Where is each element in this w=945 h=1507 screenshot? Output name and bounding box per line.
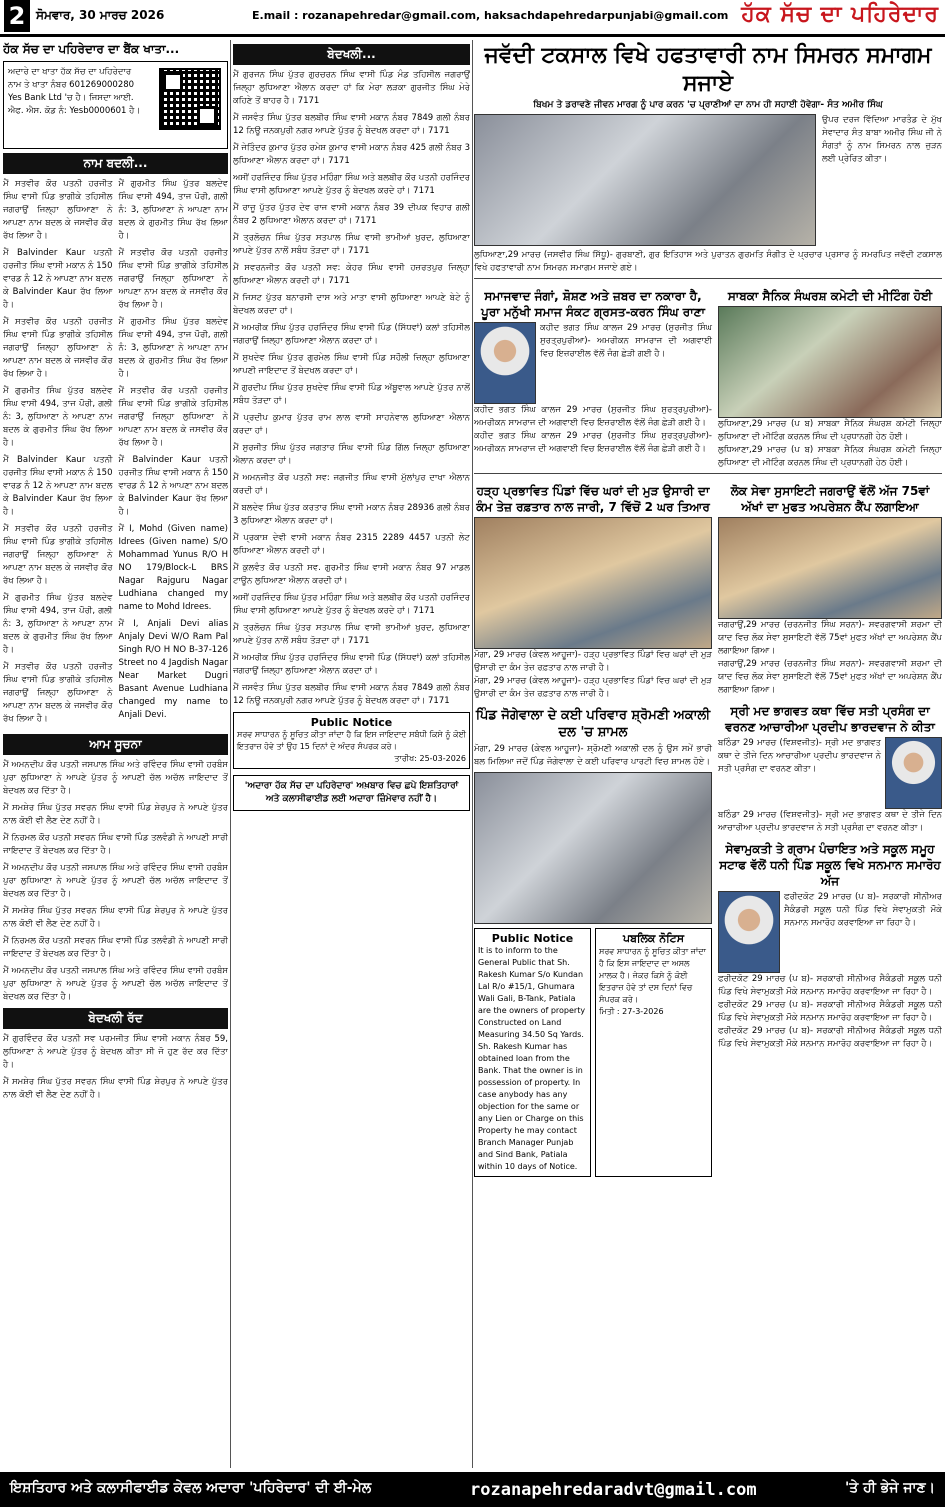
headline-retirement: ਸੇਵਾਮੁਕਤੀ ਤੇ ਗ੍ਰਾਮ ਪੰਚਾਇਤ ਅਤੇ ਸਕੂਲ ਸਮੂਹ ਸਟਾਫ ਵੱਲੋਂ ਧਨੀ ਪਿੰਡ ਸਕੂਲ ਵਿਖੇ ਸਨਮਾਨ ਸਮਾਰੋਹ ਅੱਜ xyxy=(719,842,941,888)
headline-bhagwat-katha: ਸ੍ਰੀ ਮਦ ਭਾਗਵਤ ਕਥਾ ਵਿੱਚ ਸਤੀ ਪ੍ਰਸੰਗ ਦਾ ਵਰਨਣ ਆਚਾਰੀਆ ਪ੍ਰਦੀਪ ਭਾਰਦਵਾਜ ਨੇ ਕੀਤਾ xyxy=(725,704,935,734)
page-date: ਸੋਮਵਾਰ, 30 ਮਾਰਚ 2026 xyxy=(36,8,165,22)
public-notice-text: It is to inform to the General Public that Sh. Rakesh Kumar S/o Kundan Lal R/o #15/1, Ghumara Wali Gali, B-Tank, Patiala are the owners of property Constructed on Land Measuring 34.50 Sq Yards. Sh. Rakesh Kumar has obtained loan from the Bank. That the owner is in possession of property. In case anybody has any objection for the same or any Lien or Charge on this Property he may contact Branch Manager Punjab and Sind Bank, Patiala within 10 days of Notice. xyxy=(478,946,586,1171)
story-text: ਬਠਿੰਡਾ 29 ਮਾਰਚ (ਵਿਸ਼ਵਜੀਤ)- ਸ੍ਰੀ ਮਦ ਭਾਗਵਤ ਕਥਾ ਦੇ ਤੀਜੇ ਦਿਨ ਆਚਾਰੀਆ ਪ੍ਰਦੀਪ ਭਾਰਦਵਾਜ ਨੇ ਸਤੀ ਪ੍ਰਸੰਗ ਦਾ ਵਰਨਣ ਕੀਤਾ। xyxy=(718,810,942,833)
news-row xyxy=(474,477,942,1177)
story-divider xyxy=(474,473,942,474)
news-photo-meeting xyxy=(718,306,942,418)
classified-item: ਮੈਂ ਜਸਵੰਤ ਸਿੰਘ ਪੁੱਤਰ ਬਲਬੀਰ ਸਿੰਘ ਵਾਸੀ ਮਕਾਨ ਨੰਬਰ 7849 ਗਲੀ ਨੰਬਰ 12 ਨਿਊ ਜਨਕਪੁਰੀ ਨਗਰ ਆਪਣੇ ਪੁੱਤਰ ਨੂੰ ਬੇਦਖਲ ਕਰਦਾ ਹਾਂ। 7171 xyxy=(233,683,470,706)
public-notice-title: Public Notice xyxy=(310,716,393,729)
news-photo-acharya xyxy=(885,737,942,809)
classified-item: ਮੈਂ ਗੁਰਮੀਤ ਸਿੰਘ ਪੁੱਤਰ ਬਲਦੇਵ ਸਿੰਘ ਵਾਸੀ 494, ਤਾਜ ਪੌਰੀ, ਗਲੀ ਨੰ: 3, ਲੁਧਿਆਣਾ ਨੇ ਆਪਣਾ ਨਾਮ ਬਦਲ ਕੇ ਗੁਰਮੀਤ ਸਿੰਘ ਰੱਖ ਲਿਆ ਹੈ। xyxy=(118,317,228,379)
news-photo-gathering xyxy=(474,114,816,246)
classified-item: ਮੈਂ ਸਮਸ਼ੇਰ ਸਿੰਘ ਪੁੱਤਰ ਸਵਰਨ ਸਿੰਘ ਵਾਸੀ ਪਿੰਡ ਸ਼ੇਰਪੁਰ ਨੇ ਆਪਣੇ ਪੁੱਤਰ ਨਾਲ ਕੋਈ ਵੀ ਲੈਣ ਦੇਣ ਨਹੀਂ ਹੈ। xyxy=(3,803,228,826)
headline-eye-camp: ਲੋਕ ਸੇਵਾ ਸੁਸਾਇਟੀ ਜਗਰਾਉਂ ਵੱਲੋਂ ਅੱਜ 75ਵਾਂ ਅੱਖਾਂ ਦਾ ਮੁਫਤ ਅਪਰੇਸ਼ਨ ਕੈਂਪ ਲਗਾਇਆ xyxy=(730,484,930,514)
classified-item: ਮੈਂ ਗੁਰਦੀਪ ਸਿੰਘ ਪੁੱਤਰ ਸੁਖਦੇਵ ਸਿੰਘ ਵਾਸੀ ਪਿੰਡ ਅੱਬੂਵਾਲ ਆਪਣੇ ਪੁੱਤਰ ਨਾਲੋਂ ਸਬੰਧ ਤੋੜਦਾ ਹਾਂ। xyxy=(233,383,470,406)
classified-item: ਮੈਂ ਸਤਵੀਰ ਕੌਰ ਪਤਨੀ ਹਰਜੀਤ ਸਿੰਘ ਵਾਸੀ ਪਿੰਡ ਭਾਗੀਕੇ ਤਹਿਸੀਲ ਜਗਰਾਉਂ ਜਿਲ੍ਹਾ ਲੁਧਿਆਣਾ ਨੇ ਆਪਣਾ ਨਾਮ ਬਦਲ ਕੇ ਜਸਵੀਰ ਕੌਰ ਰੱਖ ਲਿਆ ਹੈ। xyxy=(3,317,113,379)
page-number: 2 xyxy=(4,0,30,32)
classified-item: ਮੈਂ ਅਮਨਜੀਤ ਕੌਰ ਪਤਨੀ ਸਵ: ਜਗਜੀਤ ਸਿੰਘ ਵਾਸੀ ਮੁੱਲਾਂਪੁਰ ਦਾਖਾ ਐਲਾਨ ਕਰਦੀ ਹਾਂ। xyxy=(233,473,470,496)
story-jawaddi-taksal xyxy=(474,114,942,246)
story-text: ਮੋਗਾ, 29 ਮਾਰਚ (ਕੇਵਲ ਆਹੂਜਾ)- ਸ਼੍ਰੋਮਣੀ ਅਕਾਲੀ ਦਲ ਨੂੰ ਉਸ ਸਮੇਂ ਭਾਰੀ ਬਲ ਮਿਲਿਆ ਜਦੋਂ ਪਿੰਡ ਜੋਗੇਵਾਲਾ ਦੇ ਕਈ ਪਰਿਵਾਰ ਪਾਰਟੀ ਵਿਚ ਸ਼ਾਮਲ ਹੋਏ। xyxy=(474,744,712,767)
classified-item: ਮੈਂ ਪ੍ਰਦੀਪ ਕੁਮਾਰ ਪੁੱਤਰ ਰਾਮ ਲਾਲ ਵਾਸੀ ਸਾਹਨੇਵਾਲ ਲੁਧਿਆਣਾ ਐਲਾਨ ਕਰਦਾ ਹਾਂ। xyxy=(233,413,470,436)
news-photo-teacher xyxy=(718,891,780,973)
classified-item: ਮੈਂ ਅਮਰੀਕ ਸਿੰਘ ਪੁੱਤਰ ਹਰਜਿੰਦਰ ਸਿੰਘ ਵਾਸੀ ਪਿੰਡ (ਸਿੱਧਵਾਂ) ਕਲਾਂ ਤਹਿਸੀਲ ਜਗਰਾਉਂ ਜਿਲ੍ਹਾ ਲੁਧਿਆਣਾ ਐਲਾਨ ਕਰਦਾ ਹਾਂ। xyxy=(233,653,470,676)
section-heading-public-info: ਆਮ ਸੂਚਨਾ xyxy=(3,734,228,755)
classified-item: ਮੈਂ ਸਤਵੀਰ ਕੌਰ ਪਤਨੀ ਹਰਜੀਤ ਸਿੰਘ ਵਾਸੀ ਪਿੰਡ ਭਾਗੀਕੇ ਤਹਿਸੀਲ ਜਗਰਾਉਂ ਜਿਲ੍ਹਾ ਲੁਧਿਆਣਾ ਨੇ ਆਪਣਾ ਨਾਮ ਬਦਲ ਕੇ ਜਸਵੀਰ ਕੌਰ ਰੱਖ ਲਿਆ ਹੈ। xyxy=(3,524,113,586)
footer-text: ਇਸ਼ਤਿਹਾਰ ਅਤੇ ਕਲਾਸੀਫਾਈਡ ਕੇਵਲ ਅਦਾਰਾ 'ਪਹਿਰੇਦਾਰ' ਦੀ ਈ-ਮੇਲ xyxy=(10,1480,372,1496)
newspaper-logo: ਹੱਕ ਸੱਚ ਦਾ ਪਹਿਰੇਦਾਰ xyxy=(741,2,939,27)
classified-item: ਮੈਂ ਤ੍ਰਲੋਚਨ ਸਿੰਘ ਪੁੱਤਰ ਸਤਪਾਲ ਸਿੰਘ ਵਾਸੀ ਭਾਮੀਆਂ ਖੁਰਦ, ਲੁਧਿਆਣਾ ਆਪਣੇ ਪੁੱਤਰ ਨਾਲੋਂ ਸਬੰਧ ਤੋੜਦਾ ਹਾਂ। 7171 xyxy=(233,623,470,646)
footer-email: rozanapehredaradvt@gmail.com xyxy=(470,1480,757,1500)
news-photo-eye-camp xyxy=(718,517,942,619)
story-text: ਜਗਰਾਉਂ,29 ਮਾਰਚ (ਚਰਨਜੀਤ ਸਿੰਘ ਸਰਨਾ)- ਸਵਰਗਵਾਸੀ ਸ਼ਰਮਾ ਦੀ ਯਾਦ ਵਿਚ ਲੋਕ ਸੇਵਾ ਸੁਸਾਇਟੀ ਵੱਲੋਂ 75ਵਾਂ ਮੁਫਤ ਅੱਖਾਂ ਦਾ ਅਪਰੇਸ਼ਨ ਕੈਂਪ ਲਗਾਇਆ ਗਿਆ। xyxy=(718,659,942,695)
story-text: ਲੁਧਿਆਣਾ,29 ਮਾਰਚ (ਪ ਬ) ਸਾਬਕਾ ਸੈਨਿਕ ਸੰਘਰਸ਼ ਕਮੇਟੀ ਜਿਲ੍ਹਾ ਲੁਧਿਆਣਾ ਦੀ ਮੀਟਿੰਗ ਕਰਨਲ ਸਿੰਘ ਦੀ ਪ੍ਰਧਾਨਗੀ ਹੇਠ ਹੋਈ। xyxy=(718,419,942,442)
headline-jogewala: ਪਿੰਡ ਜੋਗੇਵਾਲਾ ਦੇ ਕਈ ਪਰਿਵਾਰ ਸ਼੍ਰੋਮਣੀ ਅਕਾਲੀ ਦਲ 'ਚ ਸ਼ਾਮਲ xyxy=(475,708,711,740)
story-text: ਕਹੀਦ ਭਗਤ ਸਿੰਘ ਕਾਲਜ 29 ਮਾਰਚ (ਸੁਰਜੀਤ ਸਿੰਘ ਸੁਰਤ੍ਰਪੁਰੀਆ)- ਅਮਰੀਕਨ ਸਾਮਰਾਜ ਦੀ ਅਗਵਾਈ ਵਿਚ ਇਜ਼ਰਾਈਲ ਵੱਲੋਂ ਜੰਗ ਛੇੜੀ ਗਈ ਹੈ। xyxy=(540,323,712,359)
story-eye-camp xyxy=(718,477,942,1177)
bank-line: ਅਦਾਰੇ ਦਾ ਖਾਤਾ ਹੱਕ ਸੱਚ ਦਾ ਪਹਿਰੇਦਾਰ xyxy=(8,67,132,77)
classified-item: ਮੈਂ I, Mohd (Given name) Idrees (Given name) S/O Mohammad Yunus R/O H NO 179/Block-L BRS Nagar Rajguru Nagar Ludhiana changed my name to Mohd Idrees. xyxy=(118,524,228,612)
bank-title: ਹੱਕ ਸੱਚ ਦਾ ਪਹਿਰੇਦਾਰ ਦਾ ਬੈਂਕ ਖਾਤਾ... xyxy=(3,42,180,56)
news-photo-group xyxy=(474,517,712,649)
classified-item: ਮੈਂ ਜਿਸਟ ਪੁੱਤਰ ਬਨਾਰਸੀ ਦਾਸ ਅਤੇ ਮਾਤਾ ਵਾਸੀ ਲੁਧਿਆਣਾ ਆਪਣੇ ਬੇਟੇ ਨੂੰ ਬੇਦਖਲ ਕਰਦਾ ਹਾਂ। xyxy=(233,293,470,316)
story-text: ਮੋਗਾ, 29 ਮਾਰਚ (ਕੇਵਲ ਆਹੂਜਾ)- ਹੜ੍ਹ ਪ੍ਰਭਾਵਿਤ ਪਿੰਡਾਂ ਵਿਚ ਘਰਾਂ ਦੀ ਮੁੜ ਉਸਾਰੀ ਦਾ ਕੰਮ ਤੇਜ਼ ਰਫ਼ਤਾਰ ਨਾਲ ਜਾਰੀ ਹੈ। xyxy=(474,650,712,673)
classified-item: ਮੈਂ ਗੁਰਮੀਤ ਸਿੰਘ ਪੁੱਤਰ ਬਲਦੇਵ ਸਿੰਘ ਵਾਸੀ 494, ਤਾਜ ਪੌਰੀ, ਗਲੀ ਨੰ: 3, ਲੁਧਿਆਣਾ ਨੇ ਆਪਣਾ ਨਾਮ ਬਦਲ ਕੇ ਗੁਰਮੀਤ ਸਿੰਘ ਰੱਖ ਲਿਆ ਹੈ। xyxy=(3,593,113,655)
story-text: ਫਰੀਦਕੋਟ 29 ਮਾਰਚ (ਪ ਬ)- ਸਰਕਾਰੀ ਸੀਨੀਅਰ ਸੈਕੰਡਰੀ ਸਕੂਲ ਧਨੀ ਪਿੰਡ ਵਿਖੇ ਸੇਵਾਮੁਕਤੀ ਮੌਕੇ ਸਨਮਾਨ ਸਮਾਰੋਹ ਕਰਵਾਇਆ ਜਾ ਰਿਹਾ ਹੈ। xyxy=(718,1000,942,1023)
header-email: E.mail : rozanapehredar@gmail.com, haksachdapehredarpunjabi@gmail.com xyxy=(252,9,729,22)
classified-item: ਮੈਂ ਸਤਵੀਰ ਕੌਰ ਪਤਨੀ ਹਰਜੀਤ ਸਿੰਘ ਵਾਸੀ ਪਿੰਡ ਭਾਗੀਕੇ ਤਹਿਸੀਲ ਜਗਰਾਉਂ ਜਿਲ੍ਹਾ ਲੁਧਿਆਣਾ ਨੇ ਆਪਣਾ ਨਾਮ ਬਦਲ ਕੇ ਜਸਵੀਰ ਕੌਰ ਰੱਖ ਲਿਆ ਹੈ। xyxy=(3,179,113,241)
classified-item: ਮੈਂ ਅਮਨਦੀਪ ਕੌਰ ਪਤਨੀ ਜਸਪਾਲ ਸਿੰਘ ਅਤੇ ਰਵਿੰਦਰ ਸਿੰਘ ਵਾਸੀ ਹਰਬੰਸ ਪੁਰਾ ਲੁਧਿਆਣਾ ਨੇ ਆਪਣੇ ਪੁੱਤਰ ਨੂੰ ਆਪਣੀ ਚੱਲ ਅਚੱਲ ਜਾਇਦਾਦ ਤੋਂ ਬੇਦਖਲ ਕਰ ਦਿੱਤਾ ਹੈ। xyxy=(3,966,228,1002)
classified-item: ਮੈਂ ਰਾਜੂ ਪੁੱਤਰ ਪੁੱਤਰ ਦੇਵ ਰਾਜ ਵਾਸੀ ਮਕਾਨ ਨੰਬਰ 39 ਦੀਪਕ ਵਿਹਾਰ ਗਲੀ ਨੰਬਰ 2 ਲੁਧਿਆਣਾ ਐਲਾਨ ਕਰਦਾ ਹਾਂ। 7171 xyxy=(233,203,470,226)
classified-item: ਮੈਂ ਗੁਰਵਿੰਦਰ ਕੌਰ ਪਤਨੀ ਸਵ ਪਰਮਜੀਤ ਸਿੰਘ ਵਾਸੀ ਮਕਾਨ ਨੰਬਰ 59, ਲੁਧਿਆਣਾ ਨੇ ਆਪਣੇ ਪੁੱਤਰ ਨੂੰ ਬੇਦਖਲ ਕੀਤਾ ਸੀ ਜੋ ਹੁਣ ਰੱਦ ਕਰ ਦਿੱਤਾ ਹੈ। xyxy=(3,1034,228,1070)
story-text: ਫਰੀਦਕੋਟ 29 ਮਾਰਚ (ਪ ਬ)- ਸਰਕਾਰੀ ਸੀਨੀਅਰ ਸੈਕੰਡਰੀ ਸਕੂਲ ਧਨੀ ਪਿੰਡ ਵਿਖੇ ਸੇਵਾਮੁਕਤੀ ਮੌਕੇ ਸਨਮਾਨ ਸਮਾਰੋਹ ਕਰਵਾਇਆ ਜਾ ਰਿਹਾ ਹੈ। xyxy=(718,974,942,997)
name-change-listings xyxy=(3,178,228,730)
classified-item: ਮੈਂ ਗੁਰਮੀਤ ਸਿੰਘ ਪੁੱਤਰ ਬਲਦੇਵ ਸਿੰਘ ਵਾਸੀ 494, ਤਾਜ ਪੌਰੀ, ਗਲੀ ਨੰ: 3, ਲੁਧਿਆਣਾ ਨੇ ਆਪਣਾ ਨਾਮ ਬਦਲ ਕੇ ਗੁਰਮੀਤ ਸਿੰਘ ਰੱਖ ਲਿਆ ਹੈ। xyxy=(3,386,113,448)
news-row xyxy=(474,282,942,470)
classified-item: ਮੈਂ Balvinder Kaur ਪਤਨੀ ਹਰਜੀਤ ਸਿੰਘ ਵਾਸੀ ਮਕਾਨ ਨੰ 150 ਵਾਰਡ ਨੰ 12 ਨੇ ਆਪਣਾ ਨਾਮ ਬਦਲ ਕੇ Balvinder Kaur ਰੱਖ ਲਿਆ ਹੈ। xyxy=(118,455,228,517)
classified-item: ਮੈਂ ਸਤਵੀਰ ਕੌਰ ਪਤਨੀ ਹਰਜੀਤ ਸਿੰਘ ਵਾਸੀ ਪਿੰਡ ਭਾਗੀਕੇ ਤਹਿਸੀਲ ਜਗਰਾਉਂ ਜਿਲ੍ਹਾ ਲੁਧਿਆਣਾ ਨੇ ਆਪਣਾ ਨਾਮ ਬਦਲ ਕੇ ਜਸਵੀਰ ਕੌਰ ਰੱਖ ਲਿਆ ਹੈ। xyxy=(118,248,228,310)
story-text: ਜਗਰਾਉਂ,29 ਮਾਰਚ (ਚਰਨਜੀਤ ਸਿੰਘ ਸਰਨਾ)- ਸਵਰਗਵਾਸੀ ਸ਼ਰਮਾ ਦੀ ਯਾਦ ਵਿਚ ਲੋਕ ਸੇਵਾ ਸੁਸਾਇਟੀ ਵੱਲੋਂ 75ਵਾਂ ਮੁਫਤ ਅੱਖਾਂ ਦਾ ਅਪਰੇਸ਼ਨ ਕੈਂਪ ਲਗਾਇਆ ਗਿਆ। xyxy=(718,620,942,656)
classified-item: ਮੈਂ ਸਤਵੀਰ ਕੌਰ ਪਤਨੀ ਹਰਜੀਤ ਸਿੰਘ ਵਾਸੀ ਪਿੰਡ ਭਾਗੀਕੇ ਤਹਿਸੀਲ ਜਗਰਾਉਂ ਜਿਲ੍ਹਾ ਲੁਧਿਆਣਾ ਨੇ ਆਪਣਾ ਨਾਮ ਬਦਲ ਕੇ ਜਸਵੀਰ ਕੌਰ ਰੱਖ ਲਿਆ ਹੈ। xyxy=(118,386,228,448)
classified-item: ਮੈਂ ਤ੍ਰਲੋਚਨ ਸਿੰਘ ਪੁੱਤਰ ਸਤਪਾਲ ਸਿੰਘ ਵਾਸੀ ਭਾਮੀਆਂ ਖੁਰਦ, ਲੁਧਿਆਣਾ ਆਪਣੇ ਪੁੱਤਰ ਨਾਲੋਂ ਸਬੰਧ ਤੋੜਦਾ ਹਾਂ। 7171 xyxy=(233,233,470,256)
section-heading-eviction: ਬੇਦਖਲੀ... xyxy=(233,44,470,65)
public-notice-text: ਸਰਵ ਸਾਧਾਰਨ ਨੂੰ ਸੂਚਿਤ ਕੀਤਾ ਜਾਂਦਾ ਹੈ ਕਿ ਇਸ ਜਾਇਦਾਦ ਸਬੰਧੀ ਕਿਸੇ ਨੂੰ ਕੋਈ ਇਤਰਾਜ਼ ਹੋਵੇ ਤਾਂ ਉਹ 15 ਦਿਨਾਂ ਦੇ ਅੰਦਰ ਸੰਪਰਕ ਕਰੇ। xyxy=(237,730,466,751)
story-text: ਫਰੀਦਕੋਟ 29 ਮਾਰਚ (ਪ ਬ)- ਸਰਕਾਰੀ ਸੀਨੀਅਰ ਸੈਕੰਡਰੀ ਸਕੂਲ ਧਨੀ ਪਿੰਡ ਵਿਖੇ ਸੇਵਾਮੁਕਤੀ ਮੌਕੇ ਸਨਮਾਨ ਸਮਾਰੋਹ ਕਰਵਾਇਆ ਜਾ ਰਿਹਾ ਹੈ। xyxy=(718,1026,942,1049)
story-text: ਫਰੀਦਕੋਟ 29 ਮਾਰਚ (ਪ ਬ)- ਸਰਕਾਰੀ ਸੀਨੀਅਰ ਸੈਕੰਡਰੀ ਸਕੂਲ ਧਨੀ ਪਿੰਡ ਵਿਖੇ ਸੇਵਾਮੁਕਤੀ ਮੌਕੇ ਸਨਮਾਨ ਸਮਾਰੋਹ ਕਰਵਾਇਆ ਜਾ ਰਿਹਾ ਹੈ। xyxy=(784,892,942,928)
bank-line: Yes Bank Ltd 'ਚ ਹੈ। ਜਿਸਦਾ ਆਈ. xyxy=(8,93,134,103)
classified-item: ਅਸੀਂ ਹਰਜਿੰਦਰ ਸਿੰਘ ਪੁੱਤਰ ਮਹਿੰਗਾ ਸਿੰਘ ਅਤੇ ਬਲਬੀਰ ਕੌਰ ਪਤਨੀ ਹਰਜਿੰਦਰ ਸਿੰਘ ਵਾਸੀ ਲੁਧਿਆਣਾ ਆਪਣੇ ਪੁੱਤਰ ਨੂੰ ਬੇਦਖਲ ਕਰਦੇ ਹਾਂ। 7171 xyxy=(233,173,470,196)
column-divider xyxy=(472,40,473,1468)
footer-text-end: 'ਤੇ ਹੀ ਭੇਜੇ ਜਾਣ। xyxy=(845,1480,936,1496)
classified-item: ਮੈਂ ਨਿਰਮਲ ਕੌਰ ਪਤਨੀ ਸਵਰਨ ਸਿੰਘ ਵਾਸੀ ਪਿੰਡ ਤਲਵੰਡੀ ਨੇ ਆਪਣੀ ਸਾਰੀ ਜਾਇਦਾਦ ਤੋਂ ਬੇਦਖਲ ਕਰ ਦਿੱਤਾ ਹੈ। xyxy=(3,936,228,959)
classified-item: ਮੈਂ ਜੇਤਿੰਦਰ ਕੁਮਾਰ ਪੁੱਤਰ ਰਮੇਸ਼ ਕੁਮਾਰ ਵਾਸੀ ਮਕਾਨ ਨੰਬਰ 425 ਗਲੀ ਨੰਬਰ 3 ਲੁਧਿਆਣਾ ਐਲਾਨ ਕਰਦਾ ਹਾਂ। 7171 xyxy=(233,143,470,166)
classified-item: ਮੈਂ ਪ੍ਰਕਾਸ਼ ਦੇਵੀ ਵਾਸੀ ਮਕਾਨ ਨੰਬਰ 2315 2289 4457 ਪਤਨੀ ਲੇਟ ਲੁਧਿਆਣਾ ਐਲਾਨ ਕਰਦੀ ਹਾਂ। xyxy=(233,533,470,556)
story-text: ਲੁਧਿਆਣਾ,29 ਮਾਰਚ (ਪ ਬ) ਸਾਬਕਾ ਸੈਨਿਕ ਸੰਘਰਸ਼ ਕਮੇਟੀ ਜਿਲ੍ਹਾ ਲੁਧਿਆਣਾ ਦੀ ਮੀਟਿੰਗ ਕਰਨਲ ਸਿੰਘ ਦੀ ਪ੍ਰਧਾਨਗੀ ਹੇਠ ਹੋਈ। xyxy=(718,445,942,468)
classified-item: ਮੈਂ I, Anjali Devi alias Anjaly Devi W/O Ram Pal Singh R/O H NO B-37-126 Street no 4 Jagdish Nagar Near Market Dugri Basant Avenue Ludhiana changed my name to Anjali Devi. xyxy=(118,619,228,720)
subheadline-jawaddi-taksal: ਬਿਖਮ ਤੇ ਡਰਾਵਣੇ ਜੀਵਨ ਮਾਰਗ ਨੂੰ ਪਾਰ ਕਰਨ 'ਚ ਪ੍ਰਾਣੀਆਂ ਦਾ ਨਾਮ ਹੀ ਸਹਾਈ ਹੋਵੇਗਾ- ਸੰਤ ਅਮੀਰ ਸਿੰਘ xyxy=(533,100,883,110)
public-notice-box xyxy=(233,712,470,769)
column-divider xyxy=(230,40,231,1468)
classified-column-left xyxy=(3,40,228,1468)
public-notice-title: Public Notice xyxy=(491,932,574,945)
story-text: ਬਠਿੰਡਾ 29 ਮਾਰਚ (ਵਿਸ਼ਵਜੀਤ)- ਸ੍ਰੀ ਮਦ ਭਾਗਵਤ ਕਥਾ ਦੇ ਤੀਜੇ ਦਿਨ ਆਚਾਰੀਆ ਪ੍ਰਦੀਪ ਭਾਰਦਵਾਜ ਨੇ ਸਤੀ ਪ੍ਰਸੰਗ ਦਾ ਵਰਨਣ ਕੀਤਾ। xyxy=(718,738,881,774)
story-text: ਮੋਗਾ, 29 ਮਾਰਚ (ਕੇਵਲ ਆਹੂਜਾ)- ਹੜ੍ਹ ਪ੍ਰਭਾਵਿਤ ਪਿੰਡਾਂ ਵਿਚ ਘਰਾਂ ਦੀ ਮੁੜ ਉਸਾਰੀ ਦਾ ਕੰਮ ਤੇਜ਼ ਰਫ਼ਤਾਰ ਨਾਲ ਜਾਰੀ ਹੈ। xyxy=(474,676,712,699)
bank-box xyxy=(3,61,228,149)
bank-line: ਨਾਮ ਤੇ ਖਾਤਾ ਨੰਬਰ 601269000280 xyxy=(8,80,135,90)
classified-item: ਮੈਂ ਅਮਨਦੀਪ ਕੌਰ ਪਤਨੀ ਜਸਪਾਲ ਸਿੰਘ ਅਤੇ ਰਵਿੰਦਰ ਸਿੰਘ ਵਾਸੀ ਹਰਬੰਸ ਪੁਰਾ ਲੁਧਿਆਣਾ ਨੇ ਆਪਣੇ ਪੁੱਤਰ ਨੂੰ ਆਪਣੀ ਚੱਲ ਅਚੱਲ ਜਾਇਦਾਦ ਤੋਂ ਬੇਦਖਲ ਕਰ ਦਿੱਤਾ ਹੈ। xyxy=(3,863,228,899)
story-ex-servicemen xyxy=(718,282,942,470)
classified-item: ਅਸੀਂ ਹਰਜਿੰਦਰ ਸਿੰਘ ਪੁੱਤਰ ਮਹਿੰਗਾ ਸਿੰਘ ਅਤੇ ਬਲਬੀਰ ਕੌਰ ਪਤਨੀ ਹਰਜਿੰਦਰ ਸਿੰਘ ਵਾਸੀ ਲੁਧਿਆਣਾ ਆਪਣੇ ਪੁੱਤਰ ਨੂੰ ਬੇਦਖਲ ਕਰਦੇ ਹਾਂ। 7171 xyxy=(233,593,470,616)
story-flood-houses xyxy=(474,477,712,1177)
page-footer xyxy=(0,1472,945,1507)
story-text: ਉਪਰ ਦਰਜ ਵਿੱਦਿਆ ਮਾਰਤੰਡ ਦੇ ਮੁੱਖ ਸੇਵਾਦਾਰ ਸੰਤ ਬਾਬਾ ਅਮੀਰ ਸਿੰਘ ਜੀ ਨੇ ਸੰਗਤਾਂ ਨੂੰ ਨਾਮ ਸਿਮਰਨ ਨਾਲ ਜੁੜਨ ਲਈ ਪ੍ਰੇਰਿਤ ਕੀਤਾ। xyxy=(822,115,942,164)
qr-code-icon xyxy=(159,68,221,130)
classified-item: ਮੈਂ ਸੁਰਜੀਤ ਸਿੰਘ ਪੁੱਤਰ ਜਗਤਾਰ ਸਿੰਘ ਵਾਸੀ ਪਿੰਡ ਗਿੱਲ ਜਿਲ੍ਹਾ ਲੁਧਿਆਣਾ ਐਲਾਨ ਕਰਦਾ ਹਾਂ। xyxy=(233,443,470,466)
headline-jawaddi-taksal: ਜਵੱਦੀ ਟਕਸਾਲ ਵਿਖੇ ਹਫਤਾਵਾਰੀ ਨਾਮ ਸਿਮਰਨ ਸਮਾਗਮ ਸਜਾਏ xyxy=(484,43,932,96)
classified-item: ਮੈਂ ਗੁਰਜਨ ਸਿੰਘ ਪੁੱਤਰ ਗੁਰਚਰਨ ਸਿੰਘ ਵਾਸੀ ਪਿੰਡ ਮੰਡ ਤਹਿਸੀਲ ਜਗਰਾਉਂ ਜਿਲ੍ਹਾ ਲੁਧਿਆਣਾ ਐਲਾਨ ਕਰਦਾ ਹਾਂ ਕਿ ਮੇਰਾ ਲੜਕਾ ਗੁਰਜੀਤ ਸਿੰਘ ਮੇਰੇ ਕਹਿਣੇ ਤੋਂ ਬਾਹਰ ਹੈ। 7171 xyxy=(233,70,470,106)
classified-column-middle xyxy=(233,40,470,1468)
public-notice-date: ਤਾਰੀਖ: 25-03-2026 xyxy=(394,754,466,763)
classified-item: ਮੈਂ ਅਮਨਦੀਪ ਕੌਰ ਪਤਨੀ ਜਸਪਾਲ ਸਿੰਘ ਅਤੇ ਰਵਿੰਦਰ ਸਿੰਘ ਵਾਸੀ ਹਰਬੰਸ ਪੁਰਾ ਲੁਧਿਆਣਾ ਨੇ ਆਪਣੇ ਪੁੱਤਰ ਨੂੰ ਆਪਣੀ ਚੱਲ ਅਚੱਲ ਜਾਇਦਾਦ ਤੋਂ ਬੇਦਖਲ ਕਰ ਦਿੱਤਾ ਹੈ। xyxy=(3,760,228,796)
public-notice-punjabi xyxy=(595,928,712,1177)
classified-item: ਮੈਂ ਅਮਰੀਕ ਸਿੰਘ ਪੁੱਤਰ ਹਰਜਿੰਦਰ ਸਿੰਘ ਵਾਸੀ ਪਿੰਡ (ਸਿੱਧਵਾਂ) ਕਲਾਂ ਤਹਿਸੀਲ ਜਗਰਾਉਂ ਜਿਲ੍ਹਾ ਲੁਧਿਆਣਾ ਐਲਾਨ ਕਰਦਾ ਹਾਂ। xyxy=(233,323,470,346)
classified-item: ਮੈਂ ਜਸਵੰਤ ਸਿੰਘ ਪੁੱਤਰ ਬਲਬੀਰ ਸਿੰਘ ਵਾਸੀ ਮਕਾਨ ਨੰਬਰ 7849 ਗਲੀ ਨੰਬਰ 12 ਨਿਊ ਜਨਕਪੁਰੀ ਨਗਰ ਆਪਣੇ ਪੁੱਤਰ ਨੂੰ ਬੇਦਖਲ ਕਰਦਾ ਹਾਂ। 7171 xyxy=(233,113,470,136)
advertising-disclaimer: 'ਅਦਾਰਾ ਹੱਕ ਸੱਚ ਦਾ ਪਹਿਰੇਦਾਰ' ਅਖ਼ਬਾਰ ਵਿਚ ਛਪੇ ਇਸ਼ਤਿਹਾਰਾਂ ਅਤੇ ਕਲਾਸੀਫਾਈਡ ਲਈ ਅਦਾਰਾ ਜ਼ਿੰਮੇਵਾਰ ਨਹੀਂ ਹੈ। xyxy=(233,775,470,811)
headline-socialism: ਸਮਾਜਵਾਦ ਜੰਗਾਂ, ਸ਼ੋਸ਼ਣ ਅਤੇ ਜ਼ਬਰ ਦਾ ਨਕਾਰਾ ਹੈ, ਪੂਰਾ ਮਨੁੱਖੀ ਸਮਾਜ ਸੰਕਟ ਗ੍ਰਸਤ-ਕਰਨ ਸਿੰਘ ਰਾਣਾ xyxy=(481,289,705,319)
story-text: ਕਹੀਦ ਭਗਤ ਸਿੰਘ ਕਾਲਜ 29 ਮਾਰਚ (ਸੁਰਜੀਤ ਸਿੰਘ ਸੁਰਤ੍ਰਪੁਰੀਆ)- ਅਮਰੀਕਨ ਸਾਮਰਾਜ ਦੀ ਅਗਵਾਈ ਵਿਚ ਇਜ਼ਰਾਈਲ ਵੱਲੋਂ ਜੰਗ ਛੇੜੀ ਗਈ ਹੈ। xyxy=(474,405,712,428)
story-divider xyxy=(474,278,942,279)
news-photo-portrait xyxy=(474,322,536,404)
bank-line: ਐਫ. ਐਸ. ਕੋਡ ਨੰ: Yesb0000601 ਹੈ। xyxy=(8,106,141,116)
public-notice-english xyxy=(474,928,591,1177)
story-socialism xyxy=(474,282,712,470)
headline-flood-houses: ਹੜ੍ਹ ਪ੍ਰਭਾਵਿਤ ਪਿੰਡਾਂ ਵਿੱਚ ਘਰਾਂ ਦੀ ਮੁੜ ਉਸਾਰੀ ਦਾ ਕੰਮ ਤੇਜ਼ ਰਫ਼ਤਾਰ ਨਾਲ ਜਾਰੀ, 7 ਵਿੱਚੋਂ 2 ਘਰ ਤਿਆਰ xyxy=(476,484,710,514)
classified-item: ਮੈਂ ਸਵਰਨਜੀਤ ਕੌਰ ਪਤਨੀ ਸਵ: ਕੇਹਰ ਸਿੰਘ ਵਾਸੀ ਹਜ਼ਰਤਪੁਰ ਜਿਲ੍ਹਾ ਲੁਧਿਆਣਾ ਐਲਾਨ ਕਰਦੀ ਹਾਂ। 7171 xyxy=(233,263,470,286)
classified-item: ਮੈਂ ਸਤਵੀਰ ਕੌਰ ਪਤਨੀ ਹਰਜੀਤ ਸਿੰਘ ਵਾਸੀ ਪਿੰਡ ਭਾਗੀਕੇ ਤਹਿਸੀਲ ਜਗਰਾਉਂ ਜਿਲ੍ਹਾ ਲੁਧਿਆਣਾ ਨੇ ਆਪਣਾ ਨਾਮ ਬਦਲ ਕੇ ਜਸਵੀਰ ਕੌਰ ਰੱਖ ਲਿਆ ਹੈ। xyxy=(3,662,113,724)
classified-item: ਮੈਂ Balvinder Kaur ਪਤਨੀ ਹਰਜੀਤ ਸਿੰਘ ਵਾਸੀ ਮਕਾਨ ਨੰ 150 ਵਾਰਡ ਨੰ 12 ਨੇ ਆਪਣਾ ਨਾਮ ਬਦਲ ਕੇ Balvinder Kaur ਰੱਖ ਲਿਆ ਹੈ। xyxy=(3,455,113,517)
story-text: ਕਹੀਦ ਭਗਤ ਸਿੰਘ ਕਾਲਜ 29 ਮਾਰਚ (ਸੁਰਜੀਤ ਸਿੰਘ ਸੁਰਤ੍ਰਪੁਰੀਆ)- ਅਮਰੀਕਨ ਸਾਮਰਾਜ ਦੀ ਅਗਵਾਈ ਵਿਚ ਇਜ਼ਰਾਈਲ ਵੱਲੋਂ ਜੰਗ ਛੇੜੀ ਗਈ ਹੈ। xyxy=(474,431,712,454)
classified-item: ਮੈਂ ਕੁਲਵੰਤ ਕੌਰ ਪਤਨੀ ਸਵ. ਗੁਰਮੀਤ ਸਿੰਘ ਵਾਸੀ ਮਕਾਨ ਨੰਬਰ 97 ਮਾਡਲ ਟਾਊਨ ਲੁਧਿਆਣਾ ਐਲਾਨ ਕਰਦੀ ਹਾਂ। xyxy=(233,563,470,586)
classified-item: ਮੈਂ ਗੁਰਮੀਤ ਸਿੰਘ ਪੁੱਤਰ ਬਲਦੇਵ ਸਿੰਘ ਵਾਸੀ 494, ਤਾਜ ਪੌਰੀ, ਗਲੀ ਨੰ: 3, ਲੁਧਿਆਣਾ ਨੇ ਆਪਣਾ ਨਾਮ ਬਦਲ ਕੇ ਗੁਰਮੀਤ ਸਿੰਘ ਰੱਖ ਲਿਆ ਹੈ। xyxy=(118,179,228,241)
headline-ex-servicemen: ਸਾਬਕਾ ਸੈਨਿਕ ਸੰਘਰਸ਼ ਕਮੇਟੀ ਦੀ ਮੀਟਿੰਗ ਹੋਈ xyxy=(727,289,933,303)
classified-item: ਮੈਂ Balvinder Kaur ਪਤਨੀ ਹਰਜੀਤ ਸਿੰਘ ਵਾਸੀ ਮਕਾਨ ਨੰ 150 ਵਾਰਡ ਨੰ 12 ਨੇ ਆਪਣਾ ਨਾਮ ਬਦਲ ਕੇ Balvinder Kaur ਰੱਖ ਲਿਆ ਹੈ। xyxy=(3,248,113,310)
classified-item: ਮੈਂ ਬਲਦੇਵ ਸਿੰਘ ਪੁੱਤਰ ਕਰਤਾਰ ਸਿੰਘ ਵਾਸੀ ਮਕਾਨ ਨੰਬਰ 28936 ਗਲੀ ਨੰਬਰ 3 ਲੁਧਿਆਣਾ ਐਲਾਨ ਕਰਦਾ ਹਾਂ। xyxy=(233,503,470,526)
classified-item: ਮੈਂ ਸਮਸ਼ੇਰ ਸਿੰਘ ਪੁੱਤਰ ਸਵਰਨ ਸਿੰਘ ਵਾਸੀ ਪਿੰਡ ਸ਼ੇਰਪੁਰ ਨੇ ਆਪਣੇ ਪੁੱਤਰ ਨਾਲ ਕੋਈ ਵੀ ਲੈਣ ਦੇਣ ਨਹੀਂ ਹੈ। xyxy=(3,906,228,929)
classified-item: ਮੈਂ ਨਿਰਮਲ ਕੌਰ ਪਤਨੀ ਸਵਰਨ ਸਿੰਘ ਵਾਸੀ ਪਿੰਡ ਤਲਵੰਡੀ ਨੇ ਆਪਣੀ ਸਾਰੀ ਜਾਇਦਾਦ ਤੋਂ ਬੇਦਖਲ ਕਰ ਦਿੱਤਾ ਹੈ। xyxy=(3,833,228,856)
classified-item: ਮੈਂ ਸੁਖਦੇਵ ਸਿੰਘ ਪੁੱਤਰ ਗੁਰਮੇਲ ਸਿੰਘ ਵਾਸੀ ਪਿੰਡ ਸਹੌਲੀ ਜ਼ਿਲ੍ਹਾ ਲੁਧਿਆਣਾ ਆਪਣੀ ਜਾਇਦਾਦ ਤੋਂ ਬੇਦਖਲ ਕਰਦਾ ਹਾਂ। xyxy=(233,353,470,376)
news-column xyxy=(474,40,942,1468)
public-notice-title: ਪਬਲਿਕ ਨੋਟਿਸ xyxy=(622,932,685,945)
story-text: ਲੁਧਿਆਣਾ,29 ਮਾਰਚ (ਜਸਵੀਰ ਸਿੰਘ ਸਿੱਧੂ)- ਗੁਰਬਾਣੀ, ਗੁਰ ਇਤਿਹਾਸ ਅਤੇ ਪੁਰਾਤਨ ਗੁਰਮਤਿ ਸੰਗੀਤ ਦੇ ਪ੍ਰਚਾਰ ਪ੍ਰਸਾਰ ਨੂੰ ਸਮਰਪਿਤ ਜਵੱਦੀ ਟਕਸਾਲ ਵਿਖੇ ਹਫਤਾਵਾਰੀ ਨਾਮ ਸਿਮਰਨ ਸਮਾਗਮ ਸਜਾਏ ਗਏ। xyxy=(474,250,942,273)
news-photo-joining xyxy=(474,772,712,924)
public-notice-date: ਮਿਤੀ : 27-3-2026 xyxy=(599,1007,664,1016)
section-heading-eviction-cancel: ਬੇਦਖਲੀ ਰੱਦ xyxy=(3,1008,228,1029)
public-notice-text: ਸਰਵ ਸਾਧਾਰਨ ਨੂੰ ਸੂਚਿਤ ਕੀਤਾ ਜਾਂਦਾ ਹੈ ਕਿ ਇਸ ਜਾਇਦਾਦ ਦਾ ਅਸਲ ਮਾਲਕ ਹੈ। ਜੇਕਰ ਕਿਸੇ ਨੂੰ ਕੋਈ ਇਤਰਾਜ਼ ਹੋਵੇ ਤਾਂ ਦਸ ਦਿਨਾਂ ਵਿਚ ਸੰਪਰਕ ਕਰੇ। xyxy=(599,947,706,1004)
page-header xyxy=(0,0,945,37)
classified-item: ਮੈਂ ਸਮਸ਼ੇਰ ਸਿੰਘ ਪੁੱਤਰ ਸਵਰਨ ਸਿੰਘ ਵਾਸੀ ਪਿੰਡ ਸ਼ੇਰਪੁਰ ਨੇ ਆਪਣੇ ਪੁੱਤਰ ਨਾਲ ਕੋਈ ਵੀ ਲੈਣ ਦੇਣ ਨਹੀਂ ਹੈ। xyxy=(3,1077,228,1100)
section-heading-name-change: ਨਾਮ ਬਦਲੀ... xyxy=(3,153,228,174)
